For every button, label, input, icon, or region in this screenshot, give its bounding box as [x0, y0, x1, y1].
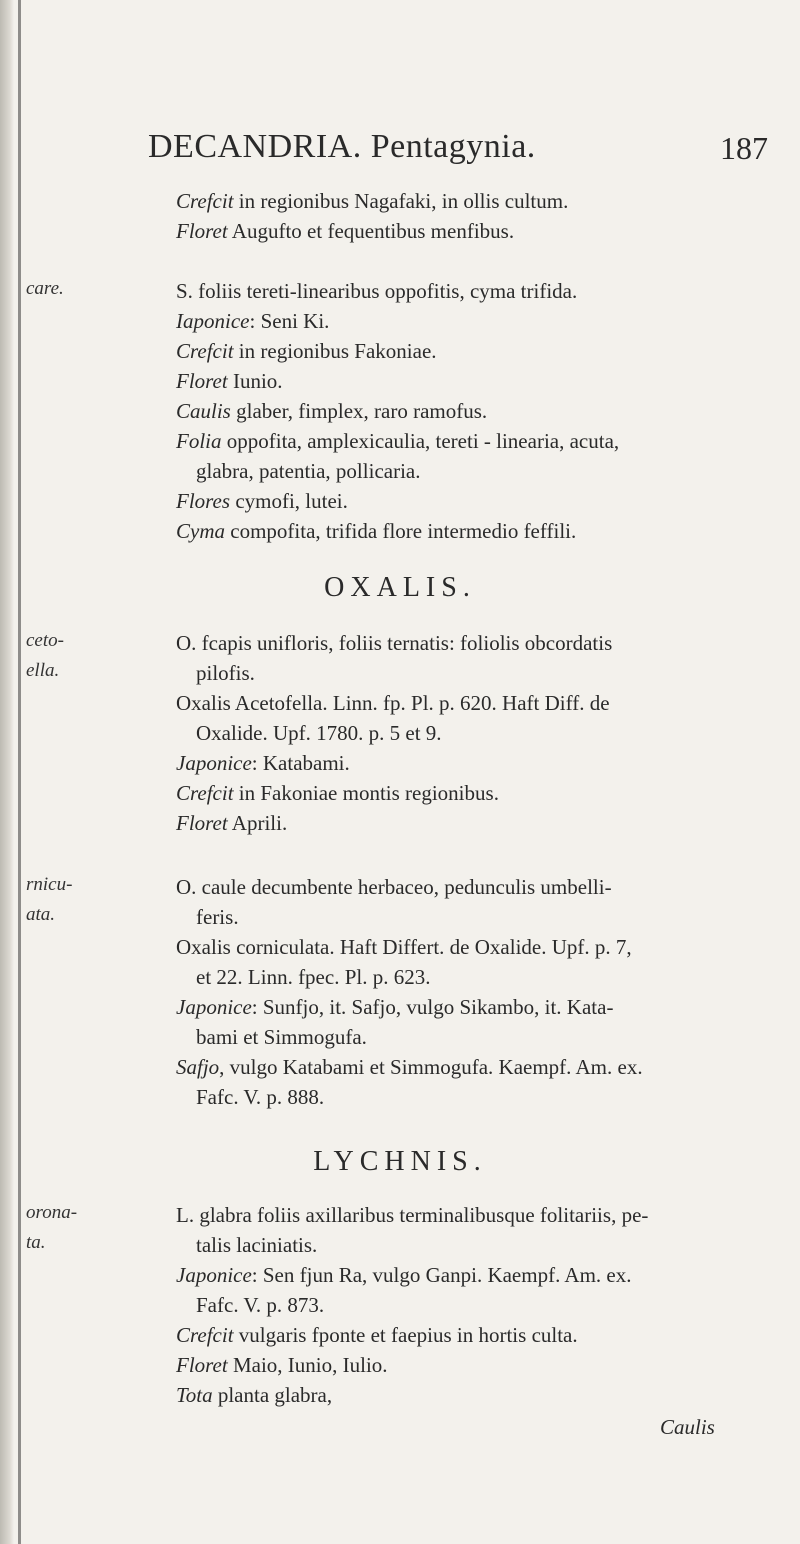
text-line: Oxalis corniculata. Haft Differt. de Oxalide. Upf. p. 7,: [176, 935, 632, 959]
text-line: Iaponice: Seni Ki.: [176, 309, 330, 333]
text-line: Fafc. V. p. 873.: [196, 1293, 325, 1317]
text-line: Tota planta glabra,: [176, 1383, 333, 1407]
text-line: O. caule decumbente herbaceo, pedunculis umbelli-: [176, 875, 612, 899]
binding-edge-line: [18, 0, 21, 1544]
page-number: 187: [720, 130, 768, 166]
text-line: Japonice: Sen fjun Ra, vulgo Ganpi. Kaempf. Am. ex.: [176, 1263, 632, 1287]
text-line: Japonice: Katabami.: [176, 751, 350, 775]
page-header: [148, 128, 768, 174]
genus-heading-oxalis: OXALIS.: [324, 572, 476, 603]
text-line: Crefcit in regionibus Nagafaki, in ollis cultum.: [176, 189, 569, 213]
page-binding-shadow: [0, 0, 14, 1544]
text-line: S. foliis tereti-linearibus oppofitis, cyma trifida.: [176, 279, 578, 303]
text-line: Crefcit vulgaris fponte et faepius in hortis culta.: [176, 1323, 578, 1347]
text-line: Floret Maio, Iunio, Iulio.: [176, 1353, 388, 1377]
text-line: Safjo, vulgo Katabami et Simmogufa. Kaempf. Am. ex.: [176, 1055, 643, 1079]
margin-note: ceto-: [26, 630, 64, 651]
text-line: Cyma compofita, trifida flore intermedio feffili.: [176, 519, 577, 543]
margin-note: rnicu-: [26, 874, 73, 895]
margin-note: ella.: [26, 660, 60, 681]
text-line: Floret Aprili.: [176, 811, 288, 835]
margin-note: ta.: [26, 1232, 46, 1253]
text-line: Oxalide. Upf. 1780. p. 5 et 9.: [196, 721, 442, 745]
text-line: Crefcit in Fakoniae montis regionibus.: [176, 781, 499, 805]
running-title: DECANDRIA. Pentagynia.: [148, 128, 536, 165]
text-line: L. glabra foliis axillaribus terminalibusque folitariis, pe-: [176, 1203, 649, 1227]
text-line: talis laciniatis.: [196, 1233, 318, 1257]
text-line: Japonice: Sunfjo, it. Safjo, vulgo Sikambo, it. Kata-: [176, 995, 614, 1019]
text-line: Crefcit in regionibus Fakoniae.: [176, 339, 437, 363]
text-line: O. fcapis unifloris, foliis ternatis: foliolis obcordatis: [176, 631, 613, 655]
genus-heading-lychnis: LYCHNIS.: [313, 1146, 487, 1177]
text-line: bami et Simmogufa.: [196, 1025, 367, 1049]
margin-note: orona-: [26, 1202, 78, 1223]
text-line: Caulis glaber, fimplex, raro ramofus.: [176, 399, 488, 423]
text-line: et 22. Linn. fpec. Pl. p. 623.: [196, 965, 431, 989]
text-line: pilofis.: [196, 661, 255, 685]
text-line: feris.: [196, 905, 239, 929]
margin-note: care.: [26, 278, 64, 299]
text-line: Fafc. V. p. 888.: [196, 1085, 325, 1109]
margin-note: ata.: [26, 904, 56, 925]
text-line: Oxalis Acetofella. Linn. fp. Pl. p. 620. Haft Diff. de: [176, 691, 610, 715]
text-line: Floret Iunio.: [176, 369, 283, 393]
text-line: Floret Augufto et fequentibus menfibus.: [176, 219, 515, 243]
text-line: Flores cymofi, lutei.: [176, 489, 348, 513]
text-line: glabra, patentia, pollicaria.: [196, 459, 421, 483]
catchword: Caulis: [660, 1415, 715, 1439]
text-line: Folia oppofita, amplexicaulia, tereti - linearia, acuta,: [176, 429, 620, 453]
